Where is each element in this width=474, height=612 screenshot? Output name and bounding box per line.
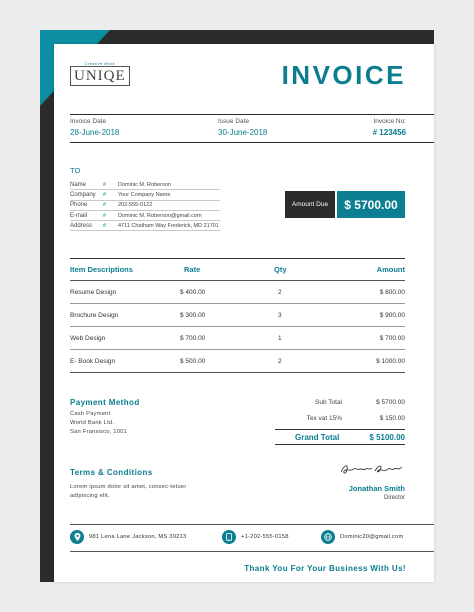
invoice-no-block bbox=[373, 118, 406, 137]
signature bbox=[339, 462, 405, 476]
row-rate: $ 700.00 bbox=[180, 335, 206, 342]
field-key: Phone bbox=[70, 202, 88, 209]
header-divider bbox=[70, 280, 405, 281]
hash-mark: # bbox=[103, 181, 107, 188]
payment-line: Cash Payment bbox=[70, 411, 111, 417]
table-bottom-divider bbox=[70, 372, 405, 373]
phone-icon bbox=[222, 530, 236, 544]
invoice-date-label: Invoice Date bbox=[70, 118, 107, 125]
totals-bottom-divider bbox=[275, 444, 405, 445]
invoice-date-block bbox=[70, 118, 119, 137]
issue-date-value: 30-June-2018 bbox=[218, 128, 268, 137]
vat-value: $ 150.00 bbox=[379, 415, 405, 422]
globe-icon bbox=[321, 530, 335, 544]
meta-bottom-divider bbox=[70, 142, 434, 143]
footer-bottom-divider bbox=[70, 551, 434, 552]
row-divider bbox=[70, 303, 405, 304]
footer-email-text: Dominic20@gmail.com bbox=[340, 534, 404, 540]
hash-mark: # bbox=[103, 222, 107, 229]
terms-text: Lorem ipsum dolor sit amet, consec-tetuer adipiscing elit, bbox=[70, 484, 187, 499]
recipient-row bbox=[70, 211, 220, 221]
thank-you-note: Thank You For Your Business With Us! bbox=[244, 564, 406, 573]
field-value: Dominic M. Roberson@gmail.com bbox=[118, 212, 202, 219]
row-rate: $ 300.00 bbox=[180, 312, 206, 319]
field-key: Address bbox=[70, 222, 93, 229]
col-header-qty: Qty bbox=[274, 265, 287, 274]
invoice-date-value: 28-June-2018 bbox=[70, 128, 120, 137]
row-description: Brochure Design bbox=[70, 312, 119, 319]
recipient-row bbox=[70, 180, 220, 190]
brand-logo-text: UNIQE bbox=[70, 66, 130, 86]
row-qty: 2 bbox=[278, 358, 282, 365]
field-value: 202-555-0122 bbox=[118, 202, 153, 209]
invoice-sheet bbox=[54, 44, 434, 582]
table-top-divider bbox=[70, 258, 405, 259]
row-amount: $ 900.00 bbox=[379, 312, 405, 319]
hash-mark: # bbox=[103, 212, 107, 219]
amount-due-value: $ 5700.00 bbox=[337, 191, 405, 218]
row-amount: $ 800.00 bbox=[379, 289, 405, 296]
payment-line: World Bank Ltd. bbox=[70, 420, 115, 426]
row-qty: 1 bbox=[278, 335, 282, 342]
subtotal-value: $ 5700.00 bbox=[376, 399, 405, 406]
subtotal-label: Sub Total bbox=[315, 399, 342, 406]
invoice-no-label: Invoice No: bbox=[373, 118, 406, 125]
totals-top-divider bbox=[275, 429, 405, 430]
col-header-rate: Rate bbox=[184, 265, 201, 274]
to-label: TO bbox=[70, 166, 81, 175]
payment-method-title: Payment Method bbox=[70, 398, 140, 407]
footer-email bbox=[321, 530, 403, 544]
brand-tagline: Creative Work bbox=[84, 61, 116, 66]
hash-mark: # bbox=[103, 191, 107, 198]
row-amount: $ 1000.00 bbox=[376, 358, 405, 365]
field-key: Company bbox=[70, 191, 96, 198]
amount-due-label: Amount Due bbox=[285, 191, 335, 218]
signatory-role: Director bbox=[383, 495, 405, 501]
grand-total-value: $ 5100.00 bbox=[369, 433, 405, 442]
row-description: E- Book Design bbox=[70, 358, 116, 365]
row-description: Resume Design bbox=[70, 289, 117, 296]
row-qty: 3 bbox=[278, 312, 282, 319]
signatory-name: Jonathan Smith bbox=[348, 484, 405, 493]
field-key: E-mail bbox=[70, 212, 88, 219]
footer-address-text: 981 Lena Lane Jackson, MS 39213 bbox=[89, 534, 187, 540]
field-key: Name bbox=[70, 181, 87, 188]
col-header-amount: Amount bbox=[376, 265, 405, 274]
grand-total-label: Grand Total bbox=[295, 433, 340, 442]
row-divider bbox=[70, 326, 405, 327]
meta-top-divider bbox=[70, 114, 434, 115]
recipient-row bbox=[70, 201, 220, 211]
terms-title: Terms & Conditions bbox=[70, 468, 153, 477]
row-rate: $ 400.00 bbox=[180, 289, 206, 296]
vat-label: Tex vat 15% bbox=[306, 415, 342, 422]
issue-date-block bbox=[218, 118, 267, 137]
issue-date-label: Issue Date bbox=[218, 118, 250, 125]
col-header-description: Item Descriptions bbox=[70, 265, 133, 274]
payment-line: San Fransisco, 1001 bbox=[70, 429, 127, 435]
recipient-details bbox=[70, 180, 220, 231]
document-title: INVOICE bbox=[281, 60, 406, 90]
footer-phone bbox=[222, 530, 289, 544]
field-value: Your Company Name bbox=[118, 191, 171, 198]
row-rate: $ 500.00 bbox=[180, 358, 206, 365]
row-amount: $ 700.00 bbox=[379, 335, 405, 342]
recipient-row bbox=[70, 221, 220, 231]
brand-logo bbox=[70, 61, 130, 86]
map-pin-icon bbox=[70, 530, 84, 544]
footer-phone-text: +1-202-555-0158 bbox=[241, 534, 289, 540]
footer-top-divider bbox=[70, 524, 434, 525]
row-divider bbox=[70, 349, 405, 350]
field-value: Dominic M. Roberson bbox=[118, 181, 171, 188]
row-qty: 2 bbox=[278, 289, 282, 296]
row-description: Web Design bbox=[70, 335, 106, 342]
hash-mark: # bbox=[103, 202, 107, 209]
footer-address bbox=[70, 530, 186, 544]
invoice-no-value: # 123456 bbox=[372, 128, 406, 137]
field-value: 4711 Chatham Way Frederick, MD 21701 bbox=[118, 222, 219, 229]
recipient-row bbox=[70, 190, 220, 200]
